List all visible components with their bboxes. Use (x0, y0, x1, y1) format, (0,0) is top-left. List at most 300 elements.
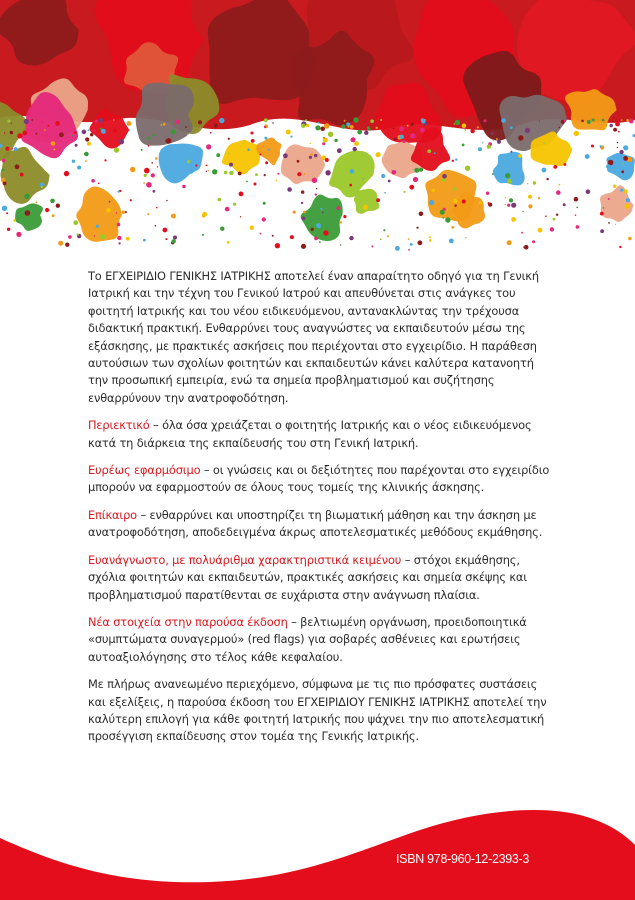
paint-speck (227, 241, 230, 244)
paint-speck (615, 224, 616, 225)
paint-speck (225, 207, 230, 212)
feature-text: – ενθαρρύνει και υποστηρίζει τη βιωματική μάθηση και την άσκηση με ανατροφοδότηση, αποδεδειγμένα άκρως αποτελεσματικές μεθόδους εκμάθησης. (88, 507, 543, 540)
paint-speck (384, 192, 386, 194)
paint-speck (591, 145, 594, 148)
paint-speck (440, 210, 445, 215)
paint-speck (442, 174, 447, 179)
paint-speck (125, 211, 127, 213)
paint-speck (59, 132, 64, 137)
paint-speck (451, 194, 452, 195)
paint-speck (173, 236, 177, 240)
paint-speck (55, 121, 60, 126)
paint-speck (556, 214, 558, 216)
paint-speck (118, 191, 120, 193)
paint-speck (17, 133, 22, 138)
paint-speck (376, 152, 381, 157)
paint-speck (297, 160, 300, 163)
paint-speck (421, 119, 425, 123)
paint-speck (576, 225, 580, 229)
paint-speck (310, 143, 311, 144)
paint-speck (130, 199, 132, 201)
paint-speck (214, 123, 218, 127)
paint-speck (350, 125, 354, 129)
paint-splatter-header (0, 0, 635, 260)
paint-speck (2, 159, 6, 163)
feature-title: Ευρέως εφαρμόσιμο (88, 463, 201, 478)
paint-speck (144, 174, 147, 177)
paint-speck (465, 166, 470, 171)
paint-speck (265, 161, 268, 164)
paint-blob (222, 140, 260, 174)
paint-speck (479, 201, 482, 204)
paint-speck (608, 198, 610, 200)
paint-speck (250, 226, 254, 230)
paint-speck (395, 246, 400, 251)
paint-speck (418, 240, 423, 245)
paint-speck (620, 189, 623, 192)
paint-speck (7, 228, 10, 231)
paint-speck (113, 129, 118, 134)
paint-speck (165, 238, 167, 240)
paint-speck (247, 148, 250, 151)
paint-speck (501, 118, 506, 123)
paint-speck (238, 172, 242, 176)
paint-speck (229, 163, 233, 167)
paint-speck (246, 181, 248, 183)
paint-speck (337, 148, 342, 153)
paint-speck (155, 157, 158, 160)
paint-speck (404, 191, 406, 193)
paint-speck (122, 211, 125, 214)
paint-speck (353, 147, 357, 151)
paint-speck (44, 135, 46, 137)
paint-speck (202, 234, 204, 236)
paint-speck (255, 173, 258, 176)
paint-speck (554, 156, 556, 158)
paint-speck (462, 124, 467, 129)
paint-speck (623, 156, 628, 161)
paint-speck (393, 128, 394, 129)
paint-speck (243, 140, 248, 145)
paint-speck (528, 195, 532, 199)
paint-speck (542, 168, 547, 173)
paint-speck (410, 133, 416, 139)
paint-speck (315, 193, 317, 195)
paint-speck (56, 204, 60, 208)
paint-speck (559, 127, 561, 129)
paint-speck (462, 200, 466, 204)
paint-speck (523, 247, 524, 248)
paint-speck (507, 179, 512, 184)
paint-speck (407, 125, 409, 127)
paint-speck (453, 187, 457, 191)
paint-speck (2, 169, 5, 172)
paint-speck (399, 135, 404, 140)
paint-speck (387, 235, 389, 237)
feature-text: – στόχοι εκμάθησης, σχόλια φοιτητών και εκπαιδευτών, πρακτικές ασκήσεις και σημεία σκέψης και προβληματισμού παρατίθενται σε ευχάριστα στην ανάγνωση πλαίσια. (88, 552, 527, 602)
paint-speck (88, 129, 90, 131)
intro-paragraph: Το ΕΓΧΕΙΡΙΔΙΟ ΓΕΝΙΚΗΣ ΙΑΤΡΙΚΗΣ αποτελεί έναν απαραίτητο οδηγό για τη Γενική Ιατρική και την τέχνη του Γενικού Ιατρού και απευθύνεται στις ανάγκες του φοιτητή Ιατρικής και του νέου ειδικευόμενου, αντανακλώντας την τρέχουσα διδακτική πρακτική. Ενθαρρύνει τους αναγνώστες να εκπαιδευτούν μέσω της εξάσκησης, με πρακτικές ασκήσεις που περιέχονται στο εγχειρίδιο. Η παράθεση αυτούσιων των σχολίων φοιτητών και εκπαιδευτών κάνει καλύτερα κατανοητή την προσωπική εμπειρία, ενώ τα σημεία προβληματισμού και συζήτησης ενθαρρύνουν την ανατροφοδότηση. (88, 269, 539, 405)
paint-speck (538, 197, 540, 199)
paint-speck (399, 126, 404, 131)
paint-speck (410, 243, 413, 246)
paint-speck (414, 168, 419, 173)
paint-blob (281, 144, 325, 184)
paint-speck (172, 239, 176, 243)
paint-speck (302, 217, 306, 221)
paint-speck (388, 180, 391, 183)
paint-speck (82, 130, 87, 135)
paint-speck (511, 217, 516, 222)
paint-speck (44, 129, 46, 131)
paint-speck (617, 147, 618, 148)
paint-speck (442, 217, 444, 219)
paint-speck (6, 212, 8, 214)
feature-paragraph (88, 614, 554, 666)
paint-speck (383, 229, 385, 231)
paint-speck (268, 149, 270, 151)
paint-speck (349, 184, 352, 187)
paint-speck (84, 152, 89, 157)
paint-speck (464, 129, 466, 131)
paint-speck (25, 210, 31, 216)
paint-speck (550, 227, 554, 231)
paint-speck (264, 126, 266, 128)
paint-speck (429, 236, 431, 238)
paint-speck (310, 153, 313, 156)
paint-speck (316, 188, 317, 189)
paint-speck (621, 119, 623, 121)
paint-speck (143, 239, 146, 242)
paint-speck (96, 225, 99, 228)
paint-speck (604, 126, 606, 128)
paint-speck (553, 218, 556, 221)
paint-speck (314, 154, 317, 157)
paint-speck (283, 153, 288, 158)
paint-speck (581, 120, 584, 123)
paint-speck (420, 128, 425, 133)
paint-speck (202, 212, 207, 217)
paint-speck (505, 204, 506, 205)
paint-speck (325, 170, 330, 175)
paint-speck (233, 203, 236, 206)
paint-speck (113, 119, 114, 120)
paint-speck (64, 171, 69, 176)
paint-speck (229, 171, 233, 175)
paint-speck (429, 200, 434, 205)
paint-speck (543, 142, 545, 144)
paint-speck (303, 211, 306, 214)
paint-speck (127, 121, 132, 126)
paint-speck (141, 149, 143, 151)
paint-speck (626, 198, 630, 202)
paint-speck (51, 141, 56, 146)
paint-speck (100, 234, 105, 239)
paint-speck (408, 238, 410, 240)
paint-speck (376, 127, 378, 129)
paint-speck (272, 235, 274, 237)
paint-speck (619, 246, 621, 248)
paint-speck (36, 133, 38, 135)
paint-speck (518, 154, 522, 158)
paint-speck (72, 135, 74, 137)
closing-paragraph: Με πλήρως ανανεωμένο περιεχόμενο, σύμφωνα με τις πιο πρόσφατες συστάσεις και εξελίξεις, η παρούσα έκδοση του ΕΓΧΕΙΡΙΔΙΟΥ ΓΕΝΙΚΗΣ ΙΑΤΡΙΚΗΣ αποτελεί την καλύτερη επιλογή για κάθε φοιτητή Ιατρικής που ψάχνει την πιο αποτελεσματική προσέγγιση εκπαίδευσης στον τομέα της Γενικής Ιατρικής. (88, 677, 547, 744)
paint-speck (493, 139, 495, 141)
paint-speck (254, 183, 257, 186)
paint-speck (533, 181, 536, 184)
paint-speck (187, 134, 188, 135)
paint-speck (301, 202, 303, 204)
paint-speck (72, 160, 75, 163)
paint-speck (91, 179, 95, 183)
paint-speck (14, 147, 18, 151)
paint-blob (600, 185, 633, 222)
paint-speck (318, 122, 320, 124)
paint-speck (334, 139, 337, 142)
paint-speck (545, 215, 547, 217)
paint-speck (585, 154, 590, 159)
paint-speck (16, 232, 21, 237)
paint-speck (507, 204, 510, 207)
paint-speck (354, 141, 359, 146)
paint-speck (349, 236, 353, 240)
paint-speck (272, 122, 274, 124)
paint-speck (455, 120, 460, 125)
paint-speck (452, 226, 455, 229)
paint-speck (52, 214, 55, 217)
red-wave-shape (0, 810, 635, 900)
paint-speck (455, 158, 457, 160)
paint-speck (11, 123, 13, 125)
paint-speck (106, 208, 111, 213)
paint-speck (277, 173, 279, 175)
paint-speck (290, 235, 294, 239)
paint-speck (323, 138, 328, 143)
paint-speck (117, 223, 121, 227)
paint-speck (98, 183, 100, 185)
paint-speck (2, 206, 7, 211)
feature-paragraph (88, 462, 554, 497)
paint-speck (482, 142, 483, 143)
feature-text: – όλα όσα χρειάζεται ο φοιτητής Ιατρικής και ο νέος ειδικευόμενος κατά τη διάρκεια της εκπαίδευσής του στη Γενική Ιατρική. (88, 418, 532, 450)
paint-speck (259, 153, 261, 155)
paint-speck (447, 174, 449, 176)
paint-speck (309, 156, 312, 159)
paint-speck (322, 212, 324, 214)
paint-speck (41, 186, 43, 188)
paint-speck (4, 132, 5, 133)
paint-speck (98, 118, 103, 123)
paint-speck (94, 228, 96, 230)
paint-speck (394, 138, 397, 141)
paint-speck (166, 200, 167, 201)
paint-blob (301, 194, 343, 241)
paint-speck (445, 217, 450, 222)
paint-speck (156, 207, 158, 209)
paint-speck (94, 235, 95, 236)
paint-speck (15, 164, 20, 169)
paint-speck (528, 204, 532, 208)
paint-speck (10, 131, 13, 134)
paint-speck (276, 180, 278, 182)
paint-speck (371, 245, 373, 247)
paint-speck (492, 173, 494, 175)
feature-text: – οι γνώσεις και οι δεξιότητες που παρέχονται στο εγχειρίδιο μπορούν να εφαρμοστούν σε όλους τους τομείς της κλινικής άσκησης. (88, 463, 550, 495)
paint-speck (77, 233, 79, 235)
paint-speck (264, 174, 266, 176)
paint-speck (206, 171, 207, 172)
paint-speck (340, 244, 341, 245)
paint-speck (314, 237, 318, 241)
paint-speck (454, 123, 455, 124)
paint-speck (546, 178, 548, 180)
paint-speck (20, 173, 24, 177)
paint-speck (465, 237, 466, 238)
paint-speck (522, 211, 523, 212)
paint-speck (171, 129, 176, 134)
paint-speck (539, 120, 540, 121)
paint-speck (251, 139, 255, 143)
paint-speck (240, 216, 241, 217)
paint-speck (336, 206, 340, 210)
paint-speck (87, 142, 91, 146)
paint-speck (275, 243, 280, 248)
paint-speck (206, 165, 208, 167)
paint-speck (323, 137, 324, 138)
paint-speck (250, 132, 253, 135)
paint-speck (151, 162, 153, 164)
paint-speck (228, 138, 230, 140)
paint-speck (610, 124, 613, 127)
paint-speck (311, 228, 314, 231)
paint-speck (449, 239, 454, 244)
paint-speck (505, 197, 507, 199)
paint-speck (380, 238, 382, 240)
paint-speck (41, 121, 44, 124)
paint-speck (45, 208, 49, 212)
paint-speck (452, 160, 454, 162)
paint-speck (151, 173, 155, 177)
paint-speck (619, 150, 623, 154)
paint-speck (509, 198, 513, 202)
paint-speck (90, 133, 93, 136)
paint-speck (477, 126, 479, 128)
paint-speck (171, 214, 176, 219)
paint-speck (532, 240, 535, 243)
paint-speck (146, 182, 152, 188)
paint-speck (195, 164, 197, 166)
paint-speck (3, 182, 7, 186)
paint-speck (505, 173, 510, 178)
paint-speck (413, 177, 418, 182)
paint-speck (427, 149, 431, 153)
paint-speck (220, 227, 224, 231)
paint-speck (95, 120, 98, 123)
paint-speck (73, 220, 78, 225)
paint-speck (606, 164, 611, 169)
paint-speck (408, 249, 410, 251)
paint-speck (453, 199, 457, 203)
paint-speck (328, 132, 334, 138)
description-text (88, 268, 554, 756)
paint-speck (322, 142, 325, 145)
paint-speck (216, 153, 220, 157)
paint-speck (116, 212, 117, 213)
feature-text: – βελτιωμένη οργάνωση, προειδοποιητικά «συμπτώματα συναγερμού» (red flags) για σοβαρές ασθένειες και ερωτήσεις αυτοαξιολόγησης στο τέλος κάθε κεφαλαίου. (88, 614, 527, 664)
paint-speck (576, 207, 578, 209)
paint-speck (24, 194, 30, 200)
paint-speck (93, 129, 95, 131)
paint-speck (626, 119, 628, 121)
paint-speck (353, 117, 358, 122)
paint-speck (510, 126, 513, 129)
paint-speck (210, 132, 212, 134)
paint-speck (629, 119, 634, 124)
paint-speck (163, 123, 166, 126)
isbn-label: ISBN 978-960-12-2393-3 (396, 852, 530, 866)
paint-speck (524, 245, 529, 250)
paint-speck (13, 219, 16, 222)
paint-speck (470, 129, 474, 133)
paint-speck (563, 203, 566, 206)
paint-speck (348, 126, 350, 128)
paint-speck (454, 205, 456, 207)
paint-speck (586, 189, 591, 194)
paint-speck (155, 225, 157, 227)
paint-speck (109, 201, 111, 203)
paint-speck (22, 131, 27, 136)
paint-speck (126, 237, 130, 241)
paint-speck (496, 138, 498, 140)
paint-speck (219, 118, 224, 123)
paint-speck (416, 227, 418, 229)
feature-paragraph (88, 507, 554, 542)
paint-speck (304, 173, 306, 175)
paint-speck (7, 120, 10, 123)
paint-blob (256, 138, 281, 166)
paint-speck (340, 221, 342, 223)
paint-speck (486, 192, 489, 195)
paint-speck (301, 244, 306, 249)
feature-paragraph (88, 552, 554, 604)
feature-title: Νέα στοιχεία στην παρούσα έκδοση (88, 614, 288, 629)
paint-speck (75, 144, 78, 147)
paint-speck (218, 198, 222, 202)
paint-speck (484, 119, 487, 122)
paint-speck (260, 233, 262, 235)
paint-speck (54, 149, 56, 151)
paint-speck (507, 240, 512, 245)
paint-speck (224, 171, 228, 175)
paint-speck (182, 185, 186, 189)
paint-speck (592, 119, 595, 122)
paint-speck (600, 229, 604, 233)
paint-speck (341, 124, 345, 128)
paint-speck (262, 217, 266, 221)
paint-speck (114, 147, 119, 152)
paint-speck (402, 140, 405, 143)
paint-speck (198, 120, 202, 124)
paint-speck (381, 174, 385, 178)
paint-speck (574, 197, 579, 202)
paint-speck (608, 222, 610, 224)
paint-speck (74, 131, 77, 134)
paint-speck (527, 183, 528, 184)
paint-speck (621, 170, 624, 173)
paint-speck (147, 213, 149, 215)
paint-speck (497, 140, 501, 144)
paint-speck (239, 192, 244, 197)
